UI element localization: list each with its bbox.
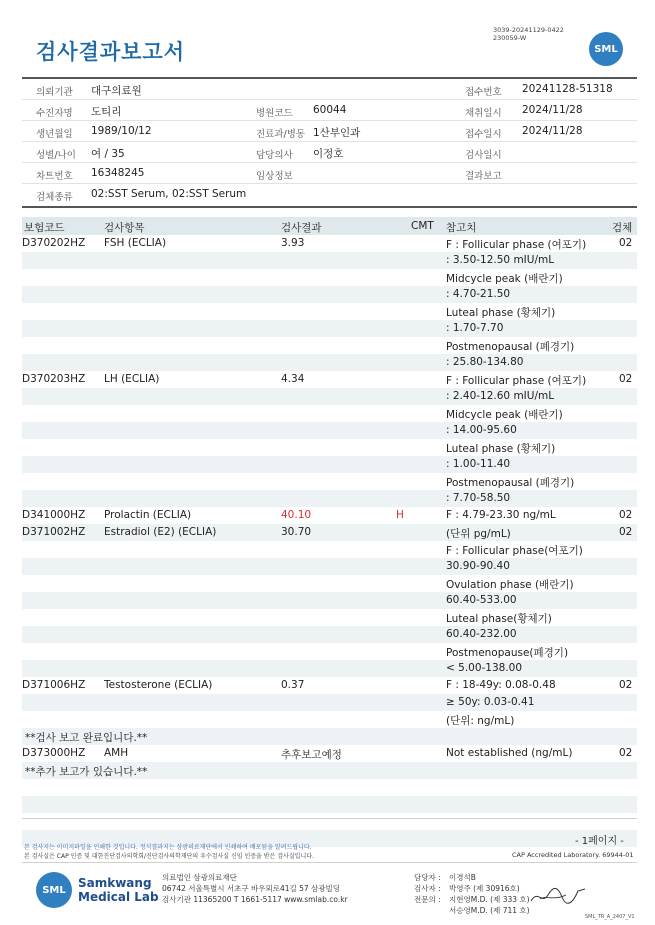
result-flag: H — [396, 509, 404, 521]
table-row — [22, 286, 637, 303]
results-table-header — [22, 217, 637, 235]
reference-range: Luteal phase (황체기) — [446, 307, 556, 319]
insurance-code: D341000HZ — [22, 509, 86, 521]
reference-range: F : Follicular phase (여포기) — [446, 375, 587, 387]
table-row — [22, 609, 637, 626]
table-row — [22, 252, 637, 269]
staff-list — [414, 872, 530, 916]
insurance-code: D370202HZ — [22, 237, 86, 249]
reference-range: : 1.00-11.40 — [446, 458, 511, 470]
table-row — [22, 728, 637, 745]
table-row — [22, 371, 637, 388]
specimen-code: 02 — [619, 237, 633, 249]
reference-range: Luteal phase (황체기) — [446, 443, 556, 455]
report-title: 검사결과보고서 — [36, 40, 186, 64]
table-row — [22, 575, 637, 592]
reference-range: (단위 pg/mL) — [446, 528, 511, 540]
sml-logo: SML — [589, 32, 623, 66]
insurance-code: D373000HZ — [22, 747, 86, 759]
reference-range: Postmenopause(폐경기) — [446, 647, 569, 659]
specimen-code: 02 — [619, 679, 633, 691]
header-code: 보험코드 — [24, 222, 65, 234]
reference-range: Postmenopausal (폐경기) — [446, 477, 575, 489]
brand-line1: Samkwang — [78, 876, 152, 890]
reference-range: F : 18-49y: 0.08-0.48 — [446, 679, 556, 691]
table-row — [22, 439, 637, 456]
staff3-name: 지현영M.D. (제 333 호) — [449, 895, 530, 904]
clinical-label: 임상정보 — [256, 171, 293, 182]
reference-range: Ovulation phase (배란기) — [446, 579, 574, 591]
insurance-code: D370203HZ — [22, 373, 86, 385]
table-row — [22, 388, 637, 405]
receipt-no-label: 접수번호 — [465, 87, 502, 98]
reference-range: : 1.70-7.70 — [446, 322, 504, 334]
form-id: SML_TR_A_2407_V1 — [585, 914, 635, 920]
staff2-name: 박영주 (제 30916호) — [449, 884, 520, 893]
reference-range: : 25.80-134.80 — [446, 356, 524, 368]
doctor-value: 이정호 — [313, 148, 344, 160]
test-item: Estradiol (E2) (ECLIA) — [104, 526, 217, 538]
insurance-code: D371002HZ — [22, 526, 86, 538]
accreditation-notice: 본 검사실은 CAP 인증 및 대한진단검사의학회/진단검사의학재단의 우수검사실 신임 인증을 받은 검사실입니다. — [24, 853, 314, 860]
staff2-label: 검사자 : — [414, 884, 441, 893]
staff3-label: 전문의 : — [414, 895, 441, 904]
test-result: 3.93 — [281, 237, 305, 249]
hospital-code-label: 병원코드 — [256, 108, 293, 119]
doctor-signature — [528, 883, 588, 909]
birth-value: 1989/10/12 — [91, 125, 152, 137]
table-row — [22, 643, 637, 660]
test-result: 추후보고예정 — [281, 749, 342, 761]
org-label: 의뢰기관 — [36, 87, 73, 98]
staff4-name: 서승영M.D. (제 711 호) — [449, 906, 530, 915]
info-row-birth — [22, 121, 637, 142]
specimen-value: 02:SST Serum, 02:SST Serum — [91, 188, 247, 200]
test-item: LH (ECLIA) — [104, 373, 160, 385]
table-row — [22, 745, 637, 762]
table-row — [22, 796, 637, 813]
reference-range: : 4.70-21.50 — [446, 288, 511, 300]
header-result: 검사결과 — [281, 222, 322, 234]
reference-range: Luteal phase(황체기) — [446, 613, 552, 625]
info-divider — [22, 206, 637, 208]
specimen-code: 02 — [619, 373, 633, 385]
reference-range: Not established (ng/mL) — [446, 747, 573, 759]
table-row — [22, 558, 637, 575]
doctor-label: 담당의사 — [256, 150, 293, 161]
table-row — [22, 626, 637, 643]
table-row — [22, 337, 637, 354]
results-table-body — [22, 235, 637, 847]
reference-range: Midcycle peak (배란기) — [446, 409, 563, 421]
reference-range: 30.90-90.40 — [446, 560, 510, 572]
table-row — [22, 711, 637, 728]
test-item: Testosterone (ECLIA) — [104, 679, 213, 691]
report-label: 결과보고 — [465, 171, 502, 182]
table-row — [22, 677, 637, 694]
table-row — [22, 592, 637, 609]
print-notice: 본 검사지는 이미지파일을 인쇄한 것입니다. 정식결과지는 삼광의료재단에서 인쇄하여 배포됨을 알려드립니다. — [24, 844, 312, 851]
table-row — [22, 660, 637, 677]
receipt-no-value: 20241128-51318 — [522, 83, 613, 95]
birth-label: 생년월일 — [36, 129, 73, 140]
table-row — [22, 303, 637, 320]
table-row — [22, 779, 637, 796]
table-row — [22, 422, 637, 439]
info-row-specimen — [22, 184, 637, 205]
addr-line2: 06742 서울특별시 서초구 바우뫼로41길 57 삼광빌딩 — [162, 884, 341, 893]
table-row — [22, 456, 637, 473]
test-item: Prolactin (ECLIA) — [104, 509, 192, 521]
sex-age-label: 성별/나이 — [36, 150, 76, 161]
test-result: 0.37 — [281, 679, 305, 691]
table-row — [22, 354, 637, 371]
table-row — [22, 694, 637, 711]
lab-address — [162, 872, 348, 905]
table-row — [22, 507, 637, 524]
hospital-code-value: 60044 — [313, 104, 347, 116]
reference-range: F : 4.79-23.30 ng/mL — [446, 509, 556, 521]
staff1-name: 이경석B — [449, 873, 476, 882]
info-row-org — [22, 79, 637, 100]
specimen-code: 02 — [619, 509, 633, 521]
table-row — [22, 813, 637, 830]
insurance-code: D371006HZ — [22, 679, 86, 691]
table-row — [22, 320, 637, 337]
report-note: **추가 보고가 있습니다.** — [25, 766, 148, 778]
info-row-chart — [22, 163, 637, 184]
specimen-label: 검체종류 — [36, 192, 73, 203]
reference-range: 60.40-533.00 — [446, 594, 517, 606]
test-item: AMH — [104, 747, 129, 759]
patient-label: 수진자명 — [36, 108, 73, 119]
table-row — [22, 405, 637, 422]
reference-range: : 7.70-58.50 — [446, 492, 511, 504]
specimen-code: 02 — [619, 747, 633, 759]
document-code-line2: 230059-W — [493, 34, 527, 42]
test-result: 30.70 — [281, 526, 312, 538]
document-code — [493, 26, 564, 42]
specimen-code: 02 — [619, 526, 633, 538]
org-value: 대구의료원 — [91, 85, 142, 97]
dept-label: 진료과/병동 — [256, 129, 306, 140]
sex-age-value: 여 / 35 — [91, 148, 125, 160]
table-row — [22, 762, 637, 779]
table-row — [22, 473, 637, 490]
reference-range: F : Follicular phase (여포기) — [446, 239, 587, 251]
reference-range: : 14.00-95.60 — [446, 424, 517, 436]
test-item: FSH (ECLIA) — [104, 237, 167, 249]
collect-date-value: 2024/11/28 — [522, 104, 583, 116]
staff1-label: 담당자 : — [414, 873, 441, 882]
table-row — [22, 269, 637, 286]
reference-range: Midcycle peak (배란기) — [446, 273, 563, 285]
reference-range: Postmenopausal (폐경기) — [446, 341, 575, 353]
footer-divider — [22, 818, 637, 819]
page-number: - 1페이지 - — [575, 836, 624, 847]
table-row — [22, 524, 637, 541]
test-result: 40.10 — [281, 509, 312, 521]
header-cmt: CMT — [411, 220, 434, 232]
reference-range: (단위: ng/mL) — [446, 715, 515, 727]
info-row-patient — [22, 100, 637, 121]
info-row-sex — [22, 142, 637, 163]
reference-range: < 5.00-138.00 — [446, 662, 523, 674]
brand-line2: Medical Lab — [78, 890, 159, 904]
sml-logo-footer: SML — [36, 872, 72, 908]
reference-range: : 3.50-12.50 mIU/mL — [446, 254, 555, 266]
addr-line3: 검사기관 11365200 T 1661-5117 www.smlab.co.kr — [162, 895, 348, 904]
chart-no-label: 차트번호 — [36, 171, 73, 182]
table-row — [22, 490, 637, 507]
reference-range: ≥ 50y: 0.03-0.41 — [446, 696, 535, 708]
dept-value: 1산부인과 — [313, 127, 361, 139]
patient-value: 도티리 — [91, 106, 122, 118]
receive-date-label: 접수일시 — [465, 129, 502, 140]
reference-range: F : Follicular phase(여포기) — [446, 545, 583, 557]
report-note: **검사 보고 완료입니다.** — [25, 732, 148, 744]
brand-name — [78, 876, 159, 904]
header-specimen: 검체 — [612, 222, 633, 234]
table-row — [22, 541, 637, 558]
collect-date-label: 채취일시 — [465, 108, 502, 119]
document-code-line1: 3039-20241129-0422 — [493, 26, 564, 34]
footer-divider-2 — [22, 862, 637, 863]
addr-line1: 의료법인 삼광의료재단 — [162, 873, 237, 882]
reference-range: : 2.40-12.60 mIU/mL — [446, 390, 555, 402]
header-reference: 참고치 — [446, 222, 477, 234]
cap-accreditation: CAP Accredited Laboratory. 69944-01 — [512, 851, 634, 859]
reference-range: 60.40-232.00 — [446, 628, 517, 640]
test-result: 4.34 — [281, 373, 305, 385]
receive-date-value: 2024/11/28 — [522, 125, 583, 137]
table-row — [22, 235, 637, 252]
test-date-label: 검사일시 — [465, 150, 502, 161]
chart-no-value: 16348245 — [91, 167, 145, 179]
header-item: 검사항목 — [104, 222, 145, 234]
